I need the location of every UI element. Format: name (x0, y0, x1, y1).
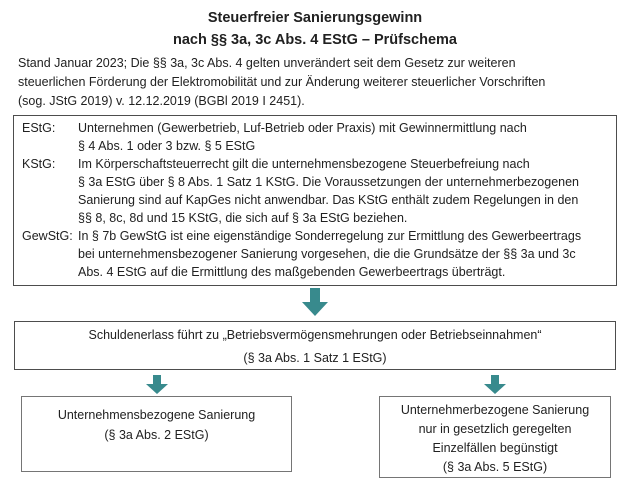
text-line: (sog. JStG 2019) v. 12.12.2019 (BGBl 2019 I 2451). (18, 94, 305, 108)
text-line: § 3a EStG über § 8 Abs. 1 Satz 1 KStG. Die Voraussetzungen der unternehmerbezogenen (78, 175, 580, 189)
text-line: Unternehmensbezogene Sanierung (57, 408, 256, 422)
text-line: (§ 3a Abs. 2 EStG) (104, 428, 209, 442)
unternehmensbezogene-sanierung-box (21, 396, 292, 472)
law-entry-text (78, 119, 608, 155)
text-line: In § 7b GewStG ist eine eigenständige Sonderregelung zur Ermittlung des Gewerbeertrags (78, 229, 582, 243)
text-line: (§ 3a Abs. 5 EStG) (442, 460, 548, 474)
intro-paragraph (18, 54, 612, 111)
title-line-1: Steuerfreier Sanierungsgewinn (207, 10, 423, 26)
down-arrow-shape (146, 375, 168, 394)
law-entry-text (78, 227, 608, 281)
page-title (0, 0, 630, 51)
law-reference-box (13, 115, 617, 286)
down-arrow-icon (302, 288, 328, 316)
law-entry-label: EStG: (22, 121, 56, 135)
schuldenerlass-line-2: (§ 3a Abs. 1 Satz 1 EStG) (243, 351, 387, 365)
text-line: Abs. 4 EStG auf die Ermittlung des maßgebenden Gewerbeertrags überträgt. (78, 265, 506, 279)
law-entry-label: KStG: (22, 157, 56, 171)
text-line: Stand Januar 2023; Die §§ 3a, 3c Abs. 4 gelten unverändert seit dem Gesetz zur weiteren (18, 56, 516, 70)
law-entry-label: GewStG: (22, 229, 73, 243)
text-line: Einzelfällen begünstigt (432, 441, 558, 455)
center-arrow-row (0, 288, 630, 316)
law-entry-estg (22, 119, 608, 155)
text-line: Unternehmen (Gewerbetrieb, Luf-Betrieb oder Praxis) mit Gewinnermittlung nach (78, 121, 527, 135)
bottom-branches (21, 375, 611, 478)
text-line: steuerlichen Förderung der Elektromobilität und zur Änderung weiterer steuerlicher Vorschriften (18, 75, 546, 89)
left-branch (21, 375, 292, 478)
text-line: Unternehmerbezogene Sanierung (400, 403, 590, 417)
down-arrow-shape (484, 375, 506, 394)
text-line: nur in gesetzlich geregelten (418, 422, 572, 436)
right-branch (379, 375, 611, 478)
title-line-2: nach §§ 3a, 3c Abs. 4 EStG – Prüfschema (173, 32, 457, 48)
text-line: §§ 8, 8c, 8d und 15 KStG, die sich auf § 3a EStG beziehen. (78, 211, 408, 225)
law-entry-text (78, 155, 608, 227)
text-line: bei unternehmensbezogener Sanierung vorgesehen, die die Grundsätze der §§ 3a und 3c (78, 247, 576, 261)
down-arrow-shape (302, 288, 328, 316)
unternehmerbezogene-sanierung-box (379, 396, 611, 478)
text-line: § 4 Abs. 1 oder 3 bzw. § 5 EStG (78, 139, 256, 153)
text-line: Im Körperschaftsteuerrecht gilt die unternehmensbezogene Steuerbefreiung nach (78, 157, 530, 171)
schuldenerlass-line-1: Schuldenerlass führt zu „Betriebsvermögensmehrungen oder Betriebseinnahmen“ (88, 328, 542, 342)
down-arrow-icon (146, 375, 168, 394)
text-line: Sanierung sind auf KapGes nicht anwendbar. Das KStG enthält zudem Regelungen in den (78, 193, 579, 207)
down-arrow-icon (484, 375, 506, 394)
law-entry-gewstg (22, 227, 608, 281)
law-entry-kstg (22, 155, 608, 227)
schuldenerlass-box (14, 321, 616, 370)
